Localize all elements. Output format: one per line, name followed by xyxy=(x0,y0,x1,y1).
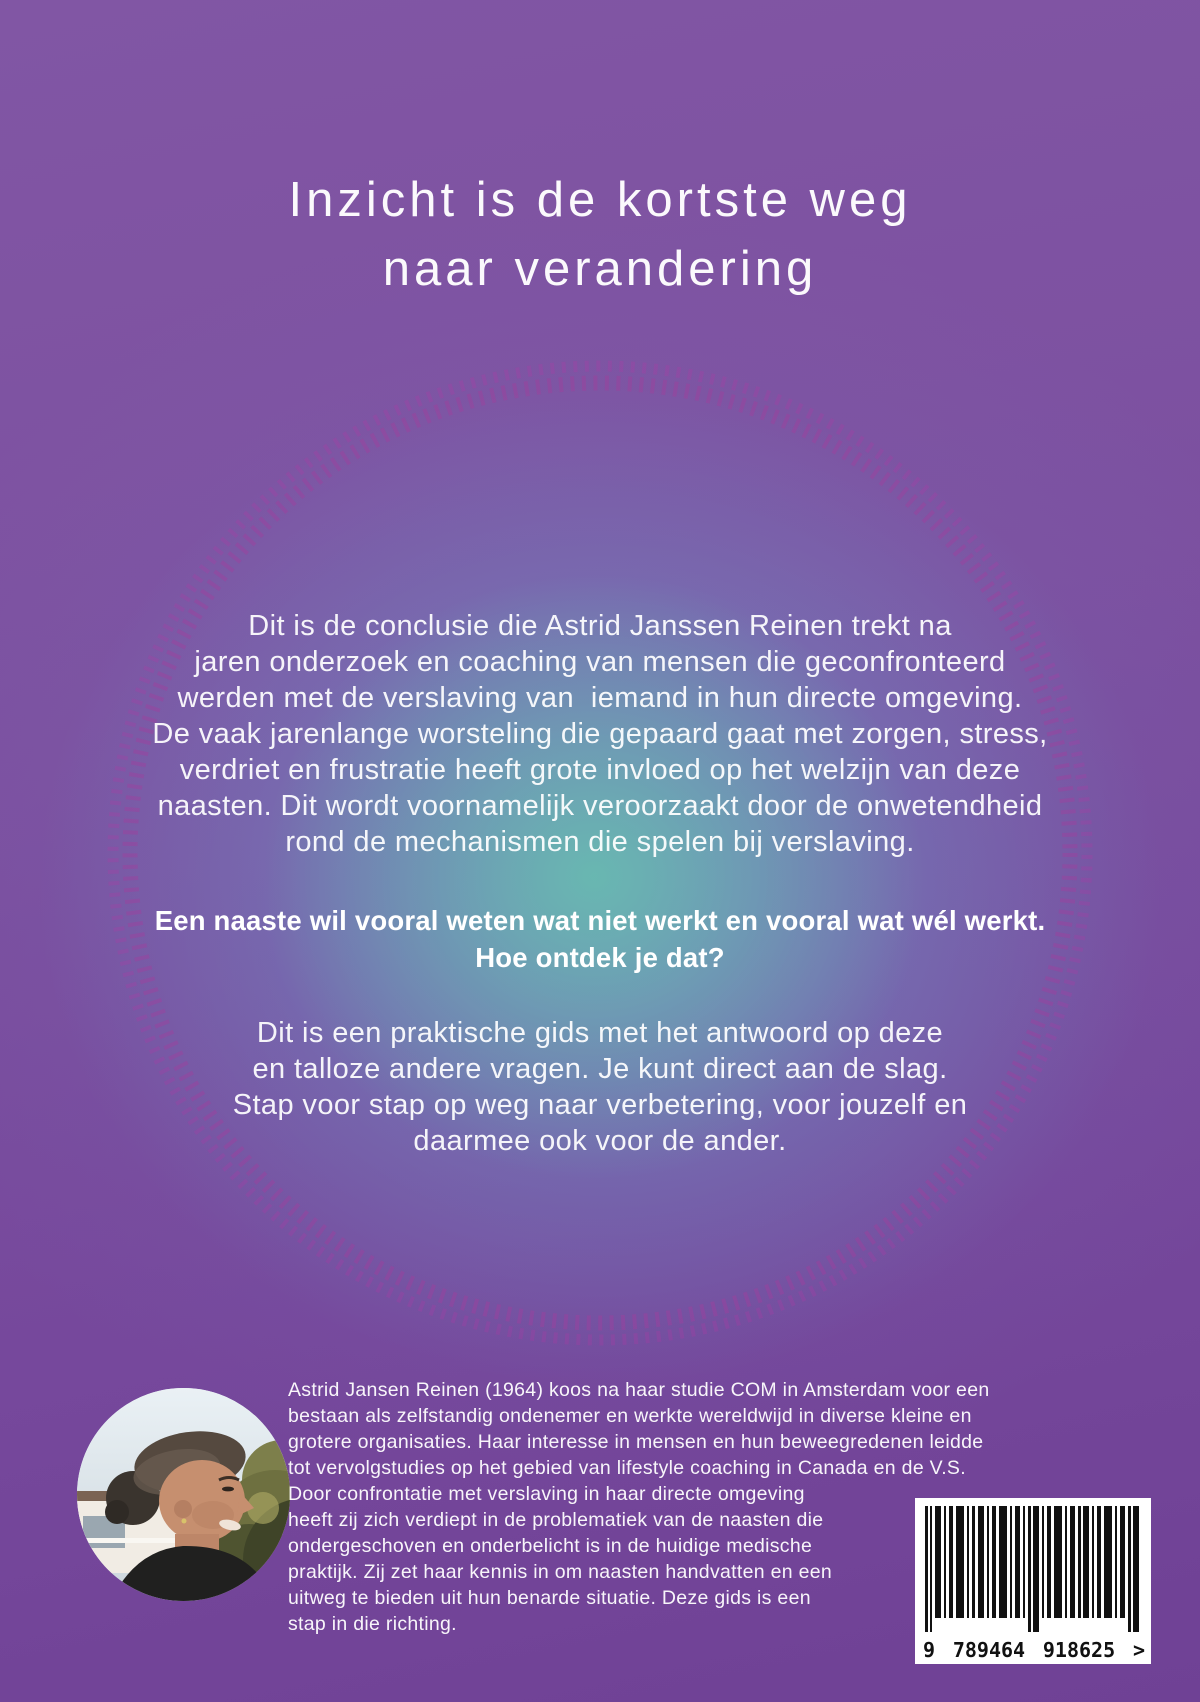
tagline-line: naar verandering xyxy=(382,242,818,296)
bio-line: Astrid Jansen Reinen (1964) koos na haar studie COM in Amsterdam voor een xyxy=(288,1379,990,1401)
tagline-line: Inzicht is de kortste weg xyxy=(288,173,912,227)
bio-line: heeft zij zich verdiept in de problematiek van de naasten die xyxy=(288,1509,824,1531)
isbn-left-digit: 9 xyxy=(923,1638,936,1662)
isbn-terminator: > xyxy=(1132,1638,1145,1662)
intro-line: werden met de verslaving van iemand in hun directe omgeving. xyxy=(177,682,1023,714)
intro-line: De vaak jarenlange worsteling die gepaard gaat met zorgen, stress, xyxy=(152,718,1048,750)
bio-line: tot vervolgstudies op het gebied van lifestyle coaching in Canada en de V.S. xyxy=(288,1457,966,1479)
barcode-bars xyxy=(925,1506,1141,1636)
intro-line: naasten. Dit wordt voornamelijk veroorzaakt door de onwetendheid xyxy=(157,790,1043,822)
author-bio xyxy=(288,1377,990,1637)
author-photo xyxy=(77,1388,290,1601)
closing-line: Dit is een praktische gids met het antwoord op deze xyxy=(256,1017,944,1049)
closing-paragraph xyxy=(0,1015,1200,1159)
bio-line: bestaan als zelfstandig ondenemer en werkte wereldwijd in diverse kleine en xyxy=(288,1405,972,1427)
intro-paragraph xyxy=(0,608,1200,860)
intro-line: rond de mechanismen die spelen bij verslaving. xyxy=(285,826,915,858)
intro-line: Dit is de conclusie die Astrid Janssen Reinen trekt na xyxy=(248,610,952,642)
isbn-group2: 918625 xyxy=(1042,1638,1116,1662)
isbn-group1: 789464 xyxy=(952,1638,1026,1662)
isbn-number xyxy=(921,1637,1147,1661)
bio-line: Door confrontatie met verslaving in haar directe omgeving xyxy=(288,1483,805,1505)
closing-line: daarmee ook voor de ander. xyxy=(413,1125,787,1157)
closing-line: en talloze andere vragen. Je kunt direct aan de slag. xyxy=(252,1053,948,1085)
highlight-paragraph xyxy=(0,902,1200,976)
bio-line: ondergeschoven en onderbelicht is in de huidige medische xyxy=(288,1535,813,1557)
closing-line: Stap voor stap op weg naar verbetering, voor jouzelf en xyxy=(232,1089,968,1121)
bio-line: grotere organisaties. Haar interesse in mensen en hun beweegredenen leidde xyxy=(288,1431,984,1453)
intro-line: jaren onderzoek en coaching van mensen die geconfronteerd xyxy=(194,646,1006,678)
highlight-line: Hoe ontdek je dat? xyxy=(475,942,725,973)
bio-line: praktijk. Zij zet haar kennis in om naasten handvatten en een xyxy=(288,1561,833,1583)
highlight-line: Een naaste wil vooral weten wat niet werkt en vooral wat wél werkt. xyxy=(154,905,1046,936)
intro-line: verdriet en frustratie heeft grote invloed op het welzijn van deze xyxy=(179,754,1021,786)
tagline xyxy=(0,166,1200,304)
bio-line: uitweg te bieden uit hun benarde situatie. Deze gids is een xyxy=(288,1587,811,1609)
isbn-barcode xyxy=(915,1498,1151,1664)
author-photo-art xyxy=(77,1388,290,1601)
bio-line: stap in die richting. xyxy=(288,1613,457,1635)
